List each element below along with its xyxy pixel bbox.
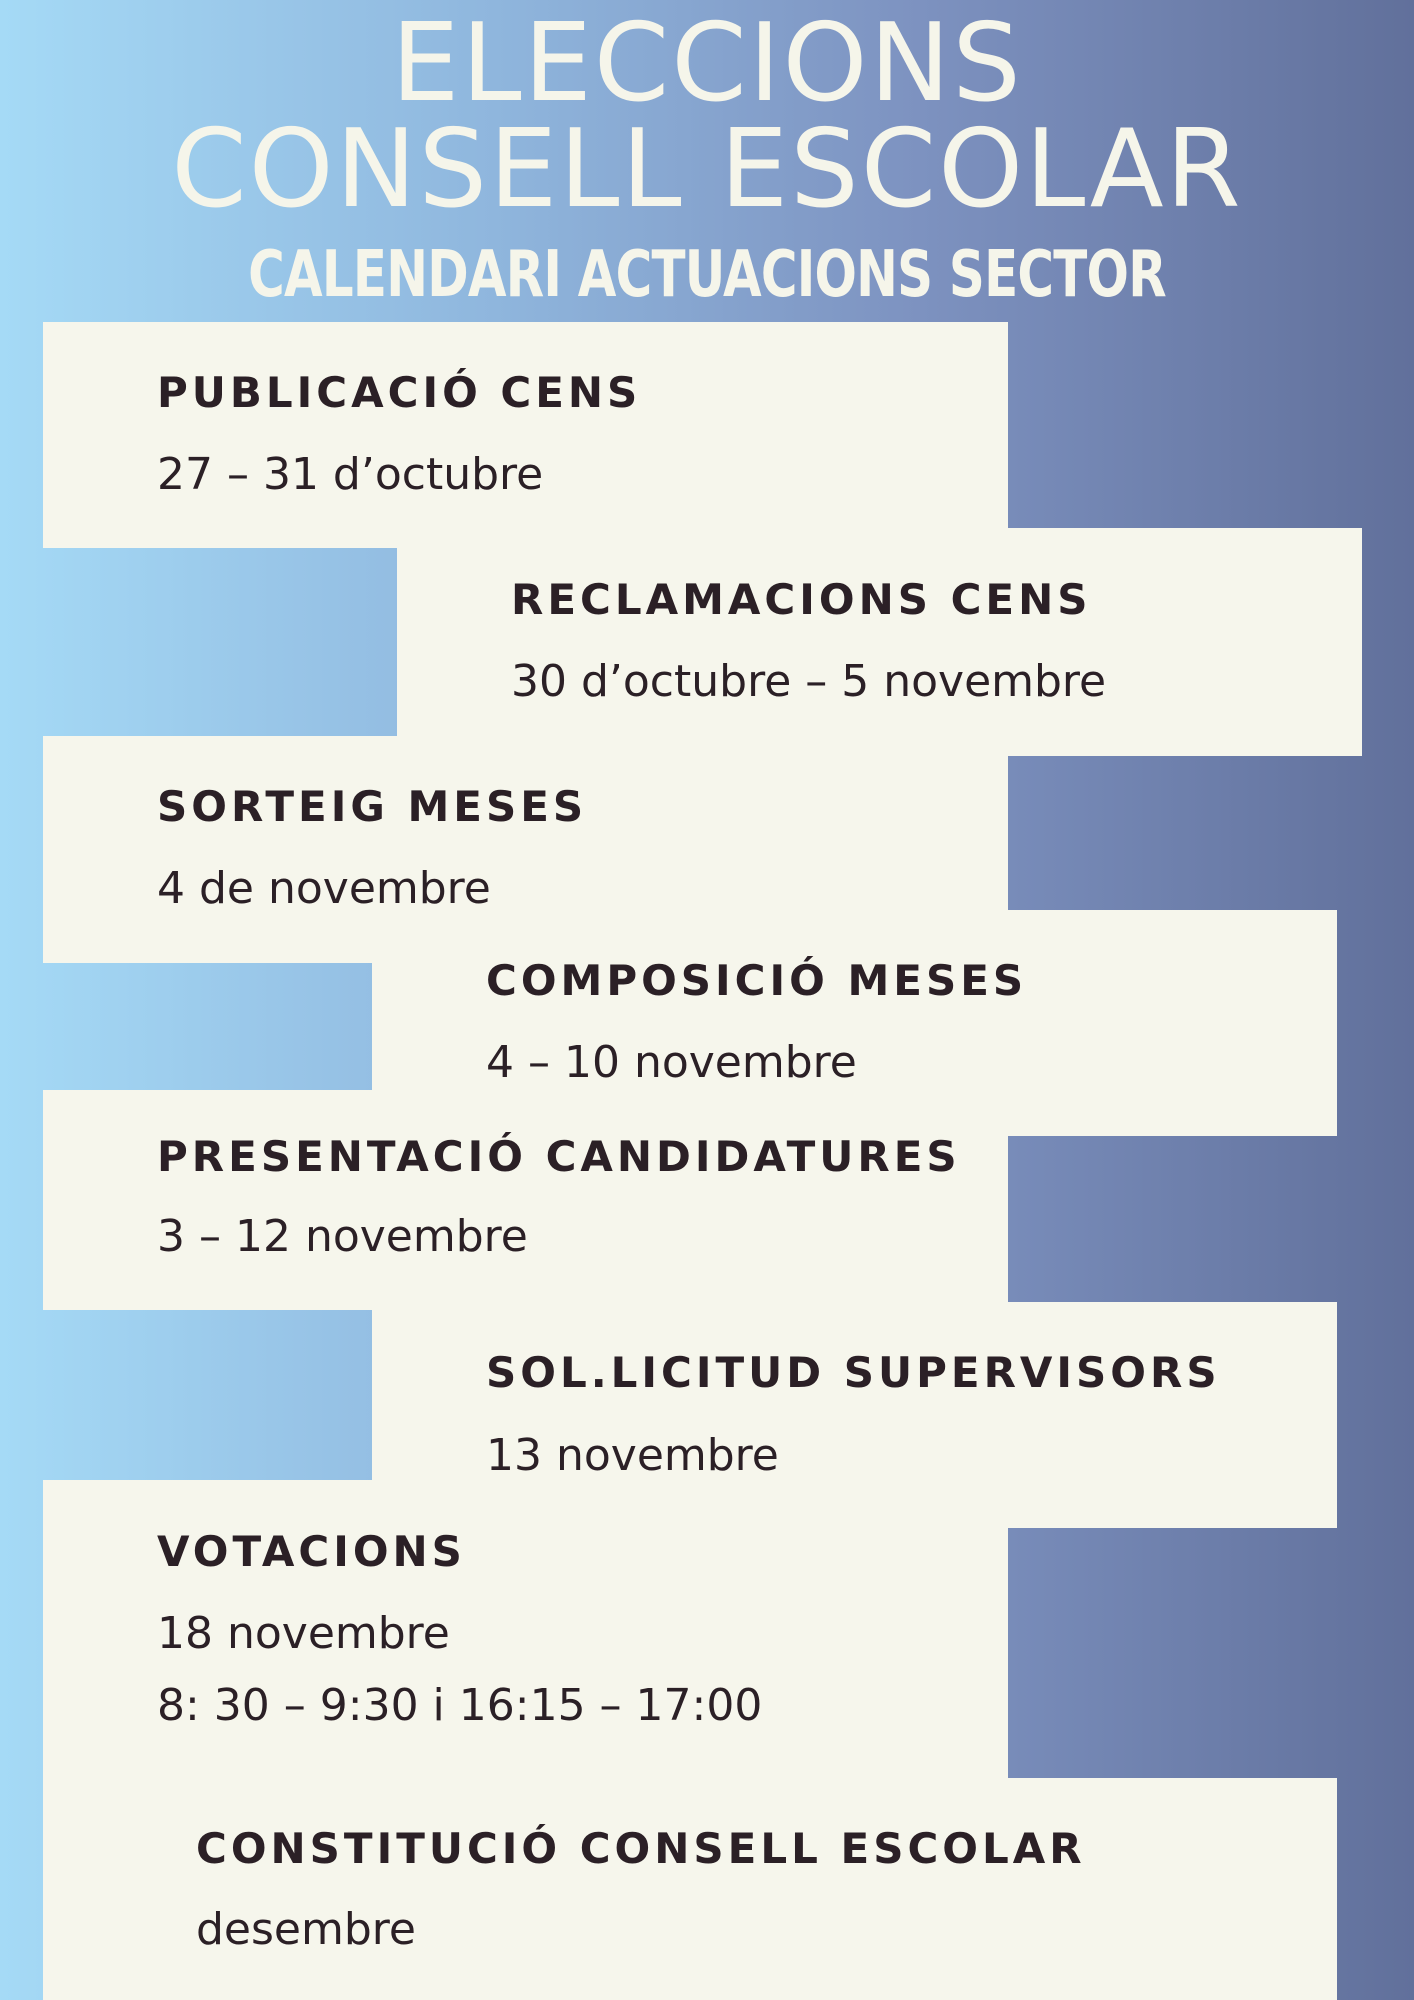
event-title-presentacio-candidatures: PRESENTACIÓ CANDIDATURES bbox=[157, 1132, 961, 1181]
event-title-composicio-meses: COMPOSICIÓ MESES bbox=[486, 956, 1028, 1005]
panel-fill-2 bbox=[372, 910, 1337, 1136]
page-title-line2: CONSELL ESCOLAR bbox=[171, 107, 1243, 232]
event-date-presentacio-candidatures: 3 – 12 novembre bbox=[157, 1211, 528, 1262]
page-subtitle: CALENDARI ACTUACIONS SECTOR bbox=[248, 238, 1166, 312]
event-date-publicacio-cens: 27 – 31 d’octubre bbox=[157, 449, 544, 500]
panel-constitucio bbox=[43, 1778, 1337, 2000]
event-date-reclamacions-cens: 30 d’octubre – 5 novembre bbox=[511, 656, 1107, 707]
event-date-constitucio-consell: desembre bbox=[196, 1904, 416, 1955]
panel-fill-1 bbox=[1007, 528, 1362, 755]
event-title-solicitud-supervisors: SOL.LICITUD SUPERVISORS bbox=[486, 1348, 1221, 1397]
event-title-sorteig-meses: SORTEIG MESES bbox=[157, 782, 588, 831]
event-date-sorteig-meses: 4 de novembre bbox=[157, 863, 491, 914]
event-time-votacions: 8: 30 – 9:30 i 16:15 – 17:00 bbox=[157, 1680, 763, 1731]
event-date-votacions: 18 novembre bbox=[157, 1608, 450, 1659]
event-title-constitucio-consell: CONSTITUCIÓ CONSELL ESCOLAR bbox=[196, 1824, 1086, 1873]
event-title-votacions: VOTACIONS bbox=[157, 1527, 466, 1576]
page-title-line1: ELECCIONS bbox=[391, 1, 1023, 126]
panel-publicacio bbox=[43, 322, 1008, 548]
event-title-publicacio-cens: PUBLICACIÓ CENS bbox=[157, 368, 642, 417]
event-title-reclamacions-cens: RECLAMACIONS CENS bbox=[511, 575, 1092, 624]
event-date-composicio-meses: 4 – 10 novembre bbox=[486, 1037, 857, 1088]
event-date-solicitud-supervisors: 13 novembre bbox=[486, 1430, 779, 1481]
